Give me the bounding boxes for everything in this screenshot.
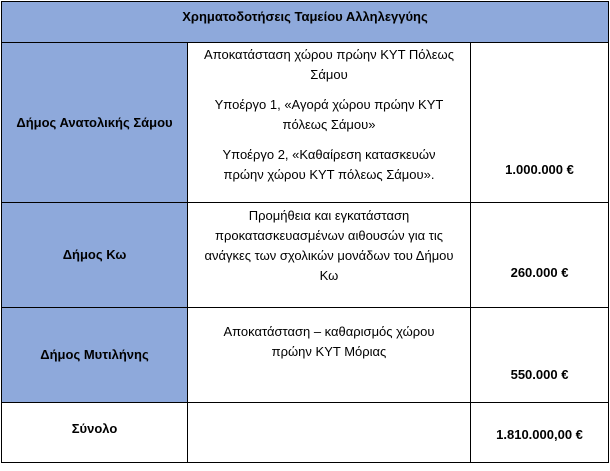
table-row bbox=[2, 43, 609, 203]
municipality-name: Δήμος Κω bbox=[2, 203, 188, 308]
table-row bbox=[2, 203, 609, 308]
amount-cell: 1.000.000 € bbox=[471, 43, 609, 203]
total-amount: 1.810.000,00 € bbox=[471, 403, 609, 463]
municipality-name: Δήμος Μυτιλήνης bbox=[2, 308, 188, 403]
project-description bbox=[188, 43, 471, 203]
project-description bbox=[188, 203, 471, 308]
total-row bbox=[2, 403, 609, 463]
amount-cell: 550.000 € bbox=[471, 308, 609, 403]
table-header-row bbox=[2, 2, 609, 43]
description-line: Υποέργο 2, «Καθαίρεση κατασκευών πρώην χώρου ΚΥΤ πόλεως Σάμου». bbox=[222, 147, 436, 182]
empty-cell bbox=[188, 403, 471, 463]
description-line: Υποέργο 1, «Αγορά χώρου πρώην ΚΥΤ πόλεως Σάμου» bbox=[214, 97, 444, 132]
description-line: Αποκατάσταση χώρου πρώην ΚΥΤ Πόλεως Σάμου bbox=[204, 47, 454, 82]
funding-table bbox=[1, 1, 609, 463]
description-line: Αποκατάσταση – καθαρισμός χώρου πρώην ΚΥΤ Μόριας bbox=[223, 324, 435, 359]
municipality-name: Δήμος Ανατολικής Σάμου bbox=[2, 43, 188, 203]
project-description bbox=[188, 308, 471, 403]
description-line: Προμήθεια και εγκατάσταση προκατασκευασμένων αιθουσών για τις ανάγκες των σχολικών μονάδων του Δήμου Κω bbox=[204, 208, 454, 283]
table-row bbox=[2, 308, 609, 403]
amount-cell: 260.000 € bbox=[471, 203, 609, 308]
table-title: Χρηματοδοτήσεις Ταμείου Αλληλεγγύης bbox=[2, 2, 609, 43]
total-label: Σύνολο bbox=[2, 403, 188, 463]
